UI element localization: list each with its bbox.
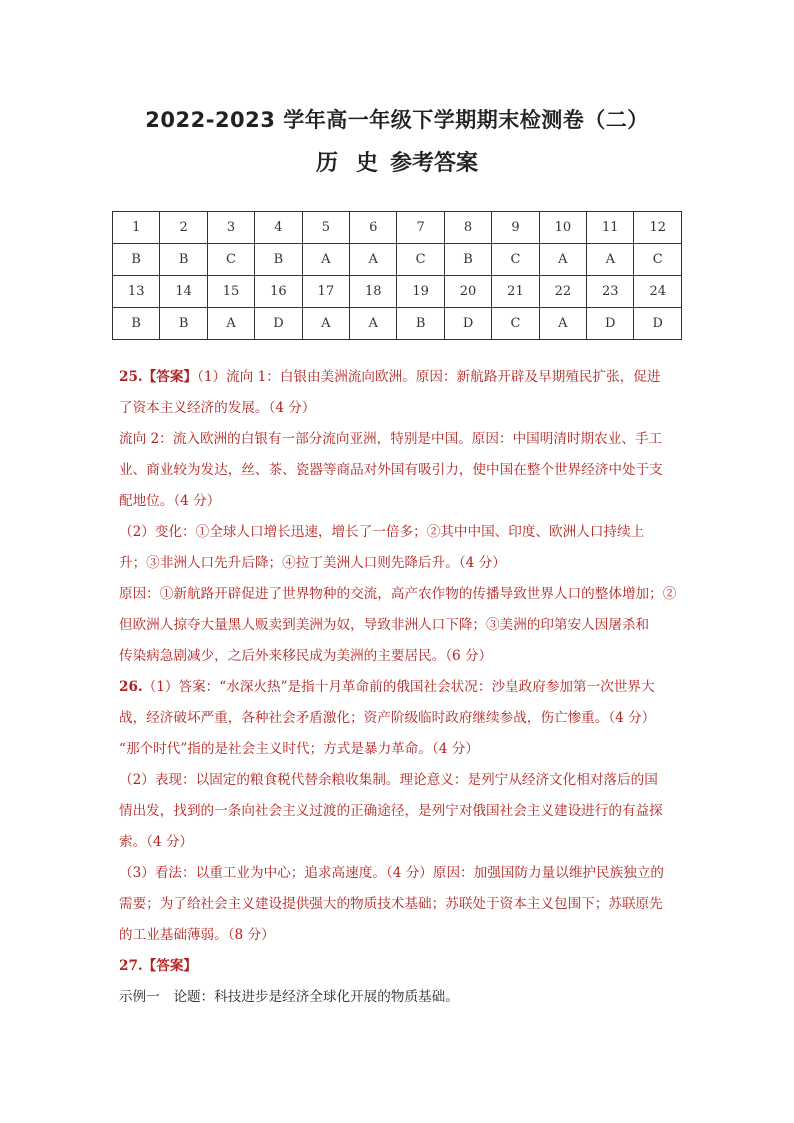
q25-line-10: 传染病急剧减少，之后外来移民成为美洲的主要居民。（6 分） [119,648,493,664]
q25-line-2: 了资本主义经济的发展。（4 分） [119,400,316,416]
q26-line-6: 索。（4 分） [119,834,194,850]
q27-example-line: 示例一 论题：科技进步是经济全球化开展的物质基础。 [119,989,459,1005]
answer-table-cell: 15 [207,276,254,308]
q25-line-4: 业、商业较为发达，丝、茶、瓷器等商品对外国有吸引力，使中国在整个世界经济中处于支 [119,462,663,478]
answer-table [112,211,682,340]
q26-line-1: 26.（1）答案：“水深火热”是指十月革命前的俄国社会状况：沙皇政府参加第一次世界大 [119,679,655,695]
q25-line-5: 配地位。（4 分） [119,493,221,509]
answer-table-cell: 7 [397,212,444,244]
answer-table-cell: 17 [302,276,349,308]
q26-line-4: （2）表现：以固定的粮食税代替余粮收集制。理论意义：是列宁从经济文化相对落后的国 [119,772,658,788]
answer-table-cell: D [255,308,302,340]
page-title: 2022-2023 学年高一年级下学期期末检测卷（二） [145,108,649,132]
q26-line-5: 情出发，找到的一条向社会主义过渡的正确途径，是列宁对俄国社会主义建设进行的有益探 [119,803,663,819]
answer-table-cell: A [207,308,254,340]
answer-table-cell: 5 [302,212,349,244]
answer-table-cell: B [113,308,160,340]
answer-table-cell: A [539,244,586,276]
answer-table-cell: C [207,244,254,276]
q26-line-7: （3）看法：以重工业为中心；追求高速度。（4 分）原因：加强国防力量以维护民族独立的 [119,865,664,881]
answer-table-cell: C [634,244,682,276]
answer-table-cell: D [634,308,682,340]
answer-table-cell: 6 [350,212,397,244]
answer-table-cell: 19 [397,276,444,308]
answer-table-row [113,276,682,308]
answer-table-cell: B [160,308,207,340]
answer-table-cell: 13 [113,276,160,308]
answer-table-cell: B [255,244,302,276]
answer-table-cell: 2 [160,212,207,244]
q25-line-6: （2）变化：①全球人口增长迅速，增长了一倍多；②其中中国、印度、欧洲人口持续上 [119,524,645,540]
answer-table-cell: 14 [160,276,207,308]
subtitle-char-1: 历 [315,151,338,176]
answer-table-cell: C [492,244,539,276]
answer-table-cell: 12 [634,212,682,244]
q26-label: 26. [119,679,143,695]
q26-line-8: 需要；为了给社会主义建设提供强大的物质技术基础；苏联处于资本主义包围下；苏联原先 [119,896,663,912]
answer-table-cell: A [350,308,397,340]
answer-table-cell: 1 [113,212,160,244]
q26-line-2: 战，经济破坏严重，各种社会矛盾激化；资产阶级临时政府继续参战，伤亡惨重。（4 分） [119,710,656,726]
q26-line-3: “那个时代”指的是社会主义时代；方式是暴力革命。（4 分） [119,741,479,757]
answer-table-cell: 18 [350,276,397,308]
answer-table-cell: 11 [587,212,634,244]
answer-table-row [113,212,682,244]
answer-table-cell: 9 [492,212,539,244]
answer-table-cell: B [397,308,444,340]
answer-table-cell: 16 [255,276,302,308]
subtitle-char-2: 史 [355,151,378,176]
answer-table-cell: 3 [207,212,254,244]
answer-table-cell: D [587,308,634,340]
answer-table-cell: 22 [539,276,586,308]
subtitle-answers: 参考答案 [390,151,479,176]
q25-line-3: 流向 2：流入欧洲的白银有一部分流向亚洲，特别是中国。原因：中国明清时期农业、手工 [119,431,663,447]
answer-table-cell: 20 [444,276,491,308]
q25-line-8: 原因：①新航路开辟促进了世界物种的交流，高产农作物的传播导致世界人口的整体增加；② [119,586,677,602]
q25-line-1: 25.【答案】（1）流向 1：白银由美洲流向欧洲。原因：新航路开辟及早期殖民扩张，促进 [119,369,661,385]
answer-table-cell: A [587,244,634,276]
q25-label: 25.【答案】 [119,369,198,385]
answer-table-cell: 23 [587,276,634,308]
answer-table-cell: C [397,244,444,276]
answer-table-cell: 8 [444,212,491,244]
q27-label: 27.【答案】 [119,958,198,974]
answer-table-cell: A [350,244,397,276]
answer-table-cell: 10 [539,212,586,244]
answer-table-cell: B [113,244,160,276]
answer-table-cell: D [444,308,491,340]
answer-table-cell: B [160,244,207,276]
answer-table-cell: A [302,244,349,276]
answer-table-cell: B [444,244,491,276]
q26-line-9: 的工业基础薄弱。（8 分） [119,927,275,943]
answer-table-cell: A [539,308,586,340]
answer-table-cell: 4 [255,212,302,244]
answer-table-row [113,244,682,276]
answer-table-row [113,308,682,340]
answer-content [119,366,709,1017]
answer-table-cell: A [302,308,349,340]
q25-line-7: 升；③非洲人口先升后降；④拉丁美洲人口则先降后升。（4 分） [119,555,506,571]
page-subtitle [0,146,794,177]
answer-table-cell: 24 [634,276,682,308]
answer-table-cell: C [492,308,539,340]
q25-line-9: 但欧洲人掠夺大量黑人贩卖到美洲为奴，导致非洲人口下降；③美洲的印第安人因屠杀和 [119,617,650,633]
answer-table-cell: 21 [492,276,539,308]
